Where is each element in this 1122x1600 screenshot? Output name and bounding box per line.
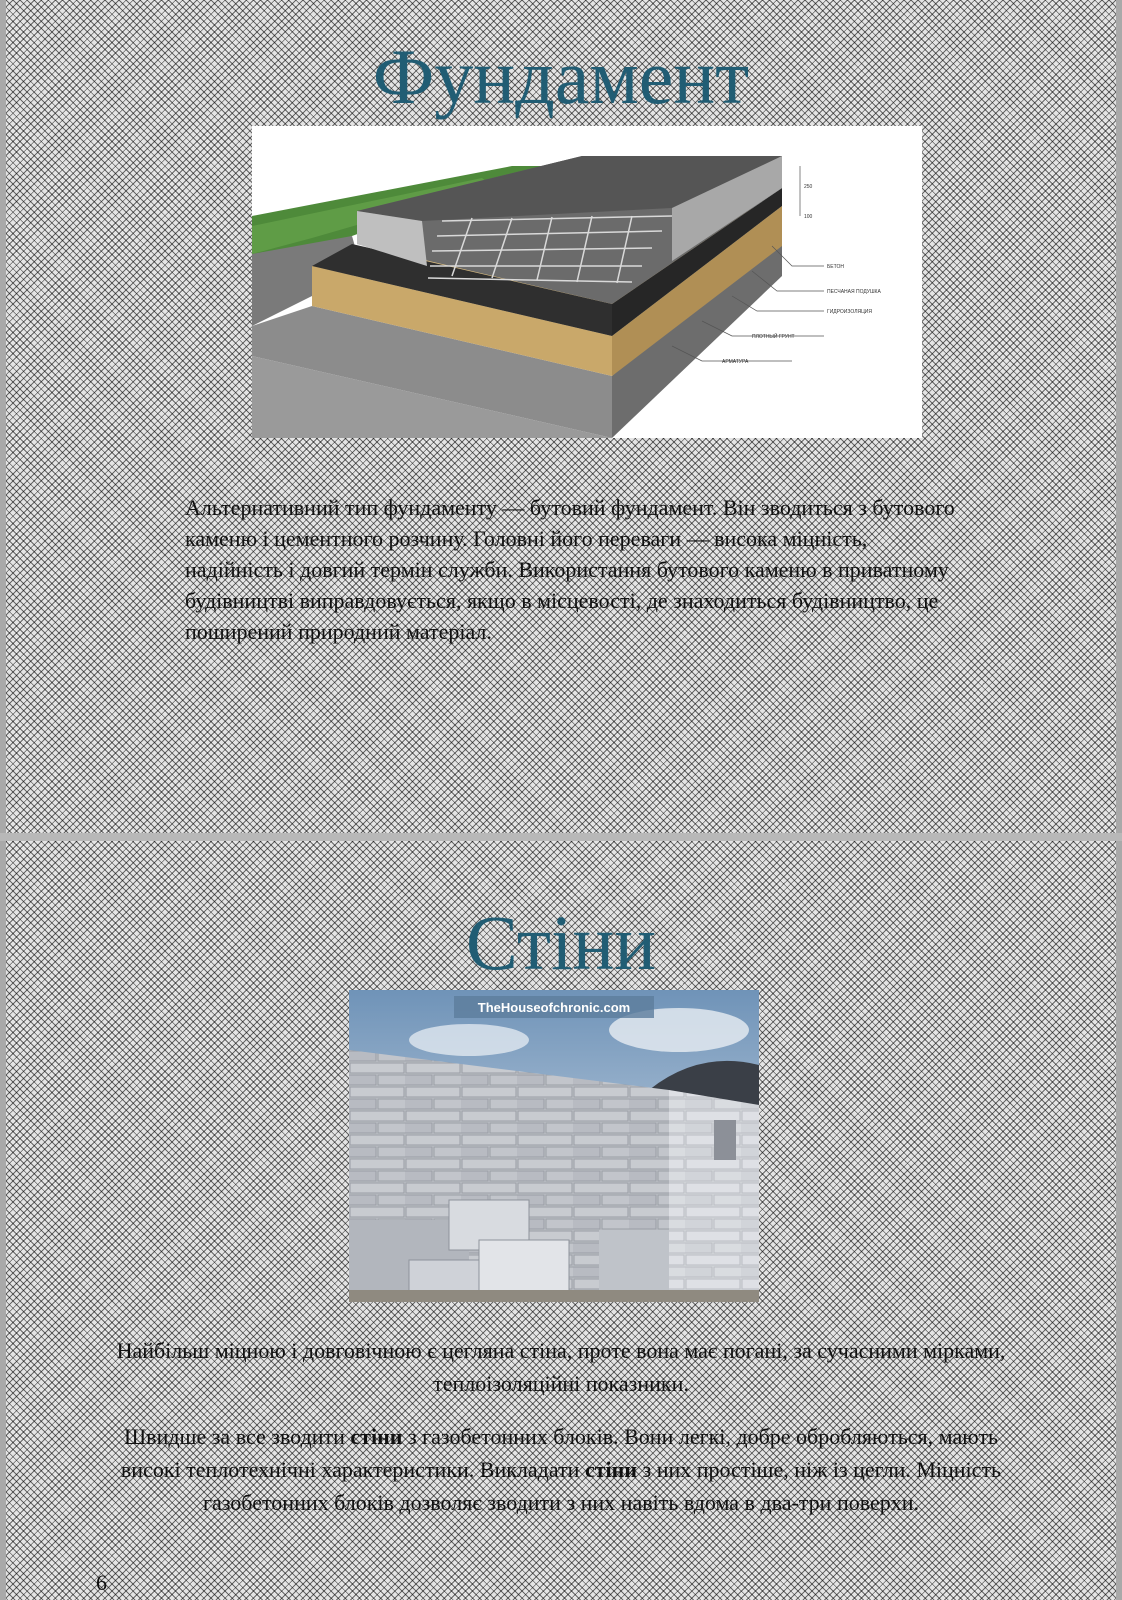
block-wall-photo — [349, 990, 759, 1302]
page-edge-left — [0, 0, 6, 1600]
walls-paragraph-brick: Найбільш міцною і довговічною є цегляна стіна, проте вона має погані, за сучасними мірками, теплоізоляційні показники. — [116, 1338, 1006, 1396]
slide-separator — [0, 833, 1122, 841]
dimension-label: 100 — [804, 214, 813, 220]
page-number: 6 — [96, 1570, 107, 1595]
foundation-diagram-svg — [252, 126, 922, 438]
bold-term-walls: стіни — [584, 1457, 637, 1482]
bold-term-walls: стіни — [350, 1424, 403, 1449]
slide-title-walls: Стіни — [465, 899, 657, 986]
diagram-label-sand-cushion: ПЕСЧАНАЯ ПОДУШКА — [827, 289, 881, 295]
page-edge-right — [1116, 0, 1122, 1600]
dimension-label: 250 — [804, 184, 813, 190]
slide-title-foundation: Фундамент — [372, 33, 750, 120]
foundation-paragraph: Альтернативний тип фундаменту — бутовий фундамент. Він зводиться з бутового каменю і цементного розчину. Головні його переваги — висока міцність, надійність і довгий термін служби. Використання бутового каменю в приватному будівництві виправдовується, якщо в місцевості, де знаходиться будівництво, це поширений природний матеріал. — [185, 495, 955, 644]
walls-paragraph-aerated-concrete — [100, 1420, 1022, 1519]
text-run: Швидше за все зводити — [123, 1424, 351, 1449]
diagram-label-waterproofing: ГИДРОИЗОЛЯЦИЯ — [827, 309, 872, 315]
photo-watermark: TheHouseofchronic.com — [477, 1000, 631, 1015]
diagram-label-rebar: АРМАТУРА — [722, 359, 749, 365]
diagram-label-concrete: БЕТОН — [827, 264, 844, 270]
text-run: з них простіше, ніж із цегли. Міцність газобетонних блоків дозволяє зводити з них навіть вдома в два-три поверхи. — [202, 1457, 1002, 1515]
text-run: з газобетонних блоків. Вони легкі, добре обробляються, мають високі теплотехнічні характеристики. Викладати — [120, 1424, 998, 1482]
diagram-label-dense-soil: ПЛОТНЫЙ ГРУНТ — [752, 334, 795, 340]
block-wall-photo-svg — [349, 990, 759, 1302]
foundation-diagram-image — [252, 126, 922, 438]
